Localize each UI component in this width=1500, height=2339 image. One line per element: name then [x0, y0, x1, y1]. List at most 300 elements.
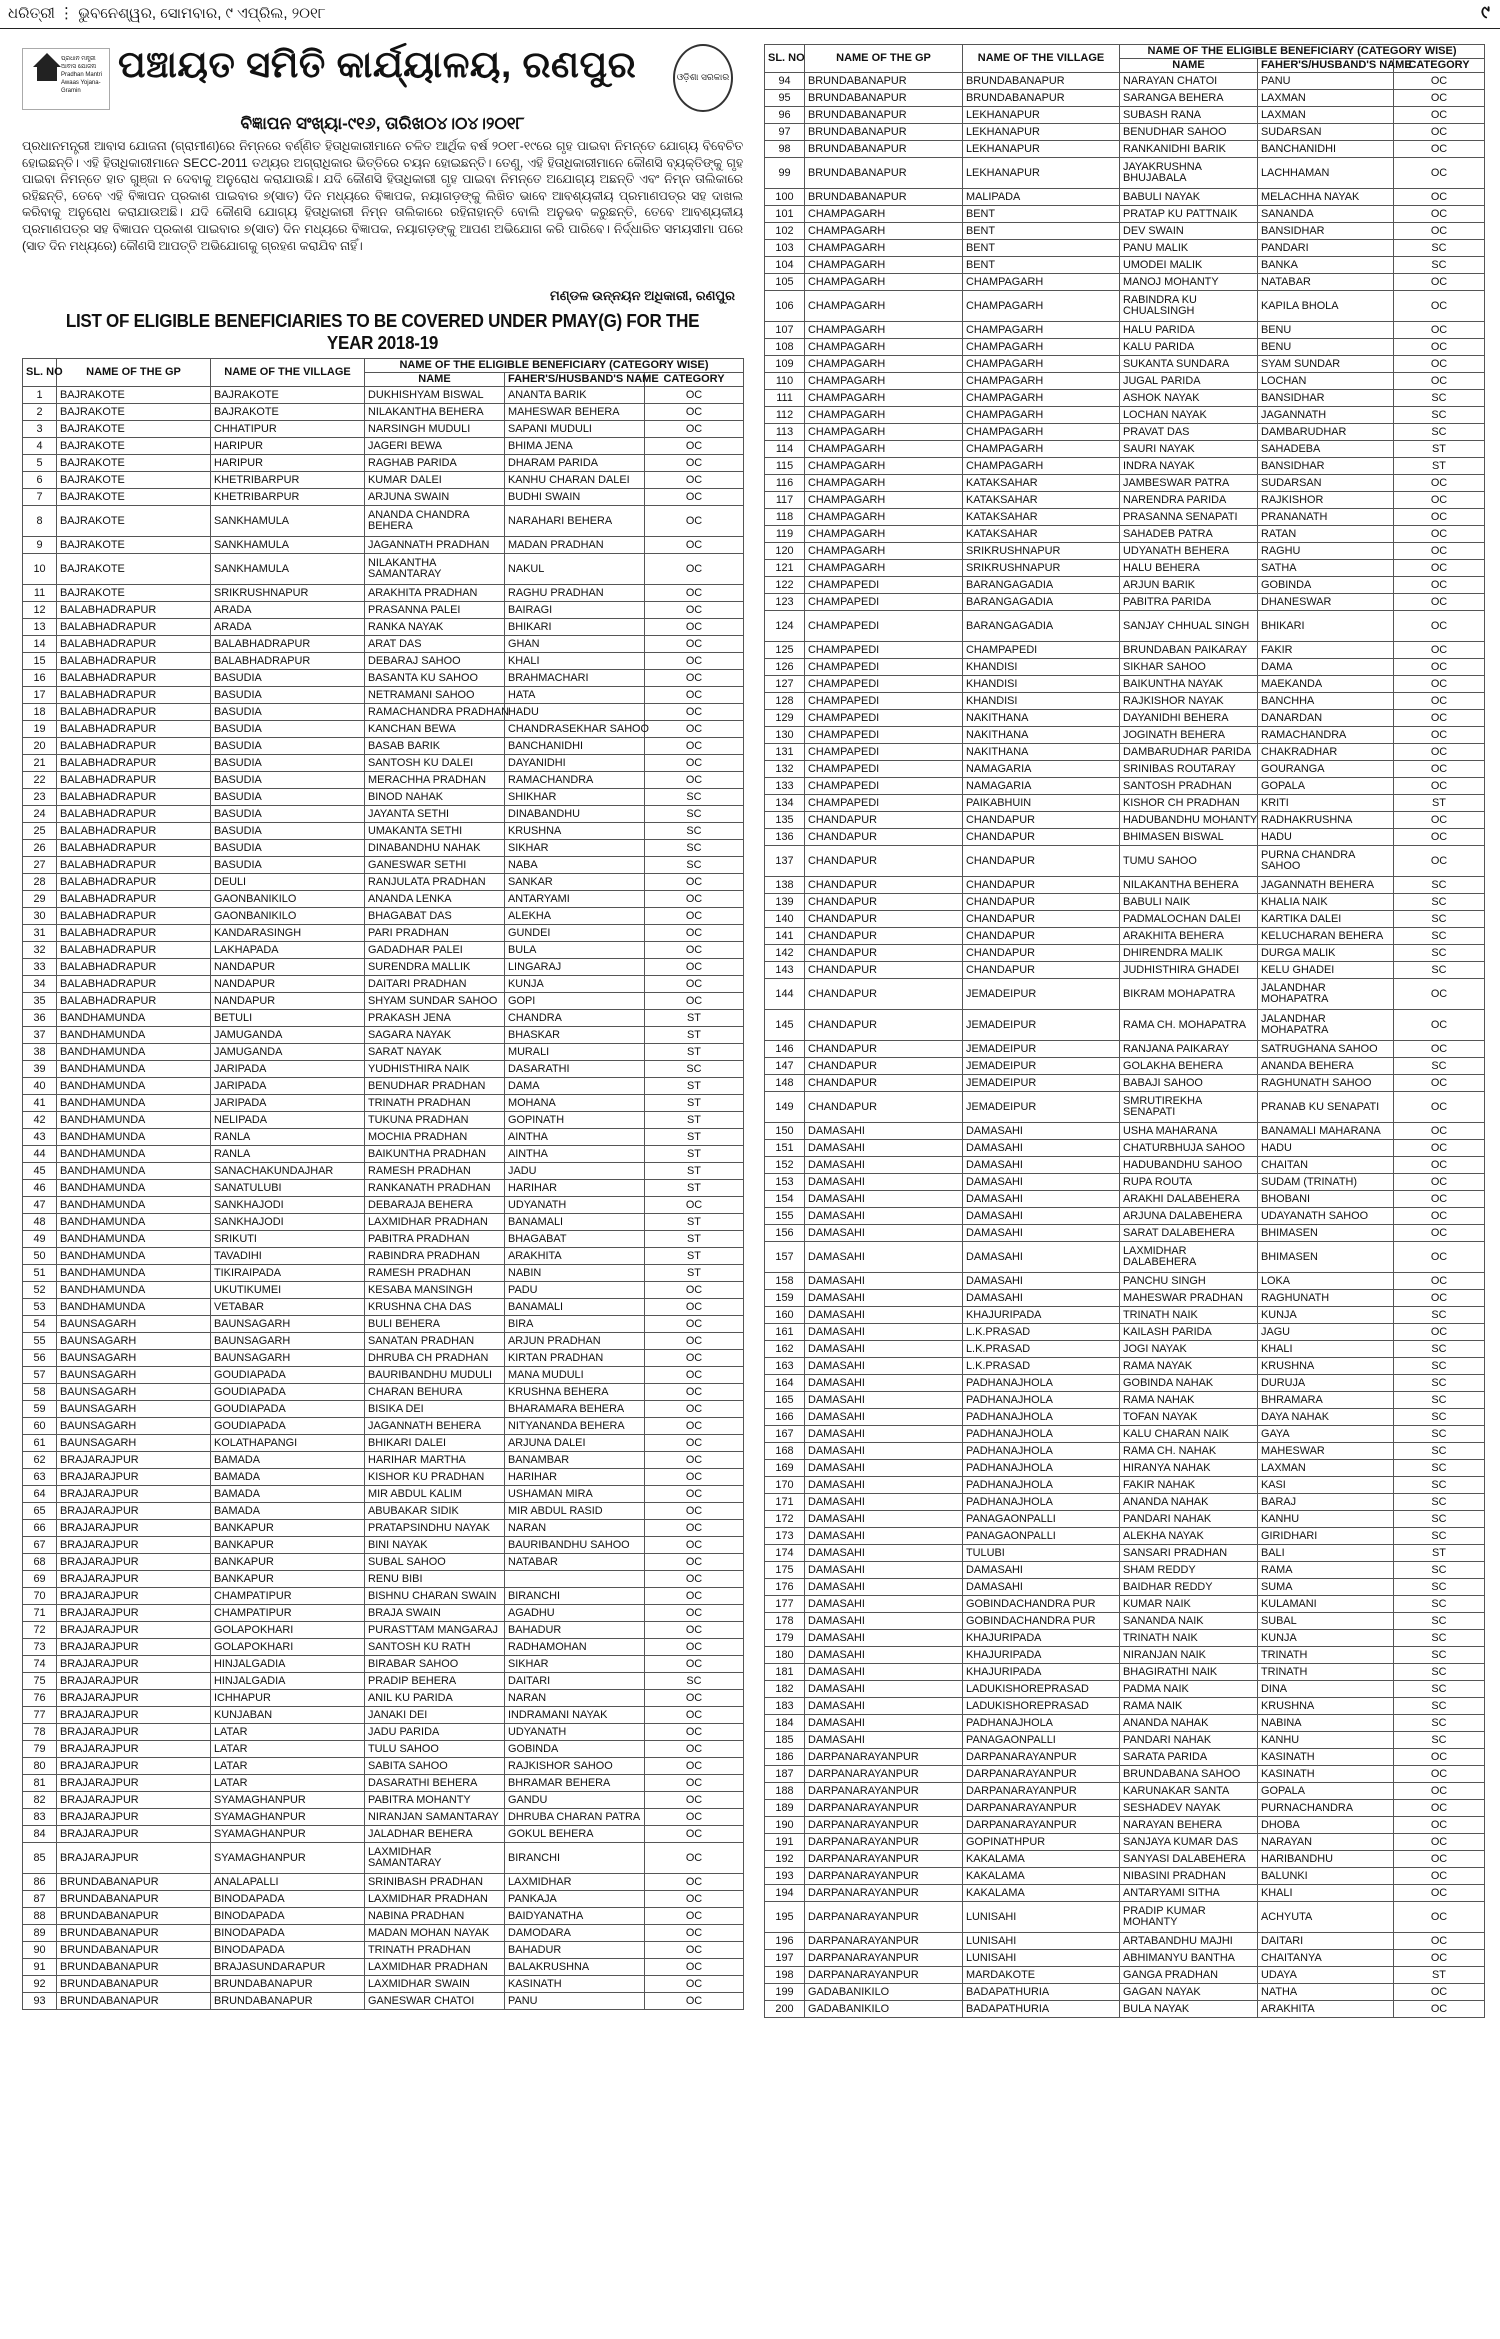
cell-gp: BALABHADRAPUR — [57, 619, 211, 636]
table-row — [765, 1868, 1485, 1885]
cell-sl: 193 — [765, 1868, 805, 1885]
cell-name: TUKUNA PRADHAN — [365, 1112, 505, 1129]
cell-name: BHIMASEN BISWAL — [1120, 829, 1258, 846]
cell-gp: BRAJARAJPUR — [57, 1707, 211, 1724]
cell-sl: 15 — [23, 653, 57, 670]
cell-father: HARIHAR — [505, 1180, 645, 1197]
cell-category: OC — [645, 1554, 744, 1571]
cell-village: GOBINDACHANDRA PUR — [963, 1596, 1120, 1613]
cell-gp: CHAMPAGARH — [805, 560, 963, 577]
cell-sl: 133 — [765, 778, 805, 795]
cell-gp: BALABHADRAPUR — [57, 823, 211, 840]
cell-gp: BAUNSAGARH — [57, 1350, 211, 1367]
cell-village: DAMASAHI — [963, 1174, 1120, 1191]
table-row — [765, 257, 1485, 274]
cell-sl: 170 — [765, 1477, 805, 1494]
cell-gp: BRAJARAJPUR — [57, 1469, 211, 1486]
table-row — [765, 1341, 1485, 1358]
cell-village: DAMASAHI — [963, 1242, 1120, 1273]
cell-name: RANKANATH PRADHAN — [365, 1180, 505, 1197]
cell-village: KAKALAMA — [963, 1885, 1120, 1902]
cell-village: BANKAPUR — [211, 1554, 365, 1571]
table-row — [23, 1690, 744, 1707]
cell-father: GAYA — [1258, 1426, 1394, 1443]
cell-gp: BRAJARAJPUR — [57, 1673, 211, 1690]
cell-sl: 150 — [765, 1123, 805, 1140]
cell-village: BETULI — [211, 1010, 365, 1027]
cell-name: DEBARAJ SAHOO — [365, 653, 505, 670]
cell-village: ANALAPALLI — [211, 1874, 365, 1891]
cell-sl: 28 — [23, 874, 57, 891]
cell-village: GOUDIAPADA — [211, 1401, 365, 1418]
cell-father: SIKHAR — [505, 1656, 645, 1673]
cell-sl: 59 — [23, 1401, 57, 1418]
cell-sl: 82 — [23, 1792, 57, 1809]
cell-gp: CHANDAPUR — [805, 1041, 963, 1058]
cell-category: OC — [1394, 1766, 1485, 1783]
cell-gp: CHAMPAGARH — [805, 223, 963, 240]
cell-name: SARAT NAYAK — [365, 1044, 505, 1061]
cell-category: OC — [645, 1486, 744, 1503]
cell-father: BALI — [1258, 1545, 1394, 1562]
cell-name: KUMAR DALEI — [365, 472, 505, 489]
table-row — [23, 1741, 744, 1758]
cell-village: LEKHANAPUR — [963, 107, 1120, 124]
cell-name: SANSARI PRADHAN — [1120, 1545, 1258, 1562]
table-row — [765, 1698, 1485, 1715]
cell-sl: 85 — [23, 1843, 57, 1874]
cell-category: OC — [1394, 1174, 1485, 1191]
cell-village: GOPINATHPUR — [963, 1834, 1120, 1851]
cell-village: SYAMAGHANPUR — [211, 1809, 365, 1826]
table-row — [765, 206, 1485, 223]
cell-father: GOPALA — [1258, 778, 1394, 795]
cell-sl: 12 — [23, 602, 57, 619]
table-row — [23, 840, 744, 857]
cell-name: SURENDRA MALLIK — [365, 959, 505, 976]
cell-gp: DAMASAHI — [805, 1208, 963, 1225]
cell-sl: 88 — [23, 1908, 57, 1925]
cell-category: OC — [1394, 124, 1485, 141]
cell-name: SARAT DALABEHERA — [1120, 1225, 1258, 1242]
cell-father: TRINATH — [1258, 1664, 1394, 1681]
cell-category: OC — [1394, 543, 1485, 560]
cell-gp: DAMASAHI — [805, 1715, 963, 1732]
table-row — [765, 1984, 1485, 2001]
table-row — [765, 642, 1485, 659]
cell-sl: 198 — [765, 1967, 805, 1984]
cell-name: GOLAKHA BEHERA — [1120, 1058, 1258, 1075]
cell-gp: BALABHADRAPUR — [57, 942, 211, 959]
cell-gp: BAUNSAGARH — [57, 1384, 211, 1401]
cell-father: PANU — [1258, 73, 1394, 90]
cell-category: OC — [645, 976, 744, 993]
table-row — [23, 1027, 744, 1044]
cell-gp: BANDHAMUNDA — [57, 1163, 211, 1180]
table-row — [765, 1157, 1485, 1174]
cell-village: BAUNSAGARH — [211, 1350, 365, 1367]
cell-category: OC — [645, 1809, 744, 1826]
cell-category: SC — [1394, 962, 1485, 979]
cell-village: BINODAPADA — [211, 1908, 365, 1925]
cell-name: BRUNDABAN PAIKARAY — [1120, 642, 1258, 659]
cell-sl: 42 — [23, 1112, 57, 1129]
table-row — [23, 1265, 744, 1282]
table-row — [23, 1299, 744, 1316]
cell-name: PRAVAT DAS — [1120, 424, 1258, 441]
table-row — [23, 1809, 744, 1826]
cell-category: OC — [645, 455, 744, 472]
cell-father: MIR ABDUL RASID — [505, 1503, 645, 1520]
table-row — [765, 492, 1485, 509]
cell-village: BENT — [963, 206, 1120, 223]
table-row — [765, 1375, 1485, 1392]
cell-name: BAIKUNTHA PRADHAN — [365, 1146, 505, 1163]
cell-category: OC — [1394, 291, 1485, 322]
cell-category: OC — [1394, 577, 1485, 594]
cell-sl: 38 — [23, 1044, 57, 1061]
cell-category: OC — [1394, 1984, 1485, 2001]
cell-village: ARADA — [211, 619, 365, 636]
cell-category: SC — [645, 823, 744, 840]
cell-category: OC — [1394, 611, 1485, 642]
cell-name: KISHOR KU PRADHAN — [365, 1469, 505, 1486]
cell-category: OC — [1394, 1242, 1485, 1273]
cell-sl: 114 — [765, 441, 805, 458]
cell-father: UDAYANATH SAHOO — [1258, 1208, 1394, 1225]
cell-sl: 151 — [765, 1140, 805, 1157]
table-row — [23, 857, 744, 874]
cell-father: BARAJ — [1258, 1494, 1394, 1511]
cell-gp: DAMASAHI — [805, 1290, 963, 1307]
table-row — [765, 407, 1485, 424]
cell-village: MARDAKOTE — [963, 1967, 1120, 1984]
cell-father: RAJKISHOR SAHOO — [505, 1758, 645, 1775]
col-village: NAME OF THE VILLAGE — [963, 45, 1120, 73]
cell-name: DUKHISHYAM BISWAL — [365, 387, 505, 404]
cell-category: OC — [1394, 744, 1485, 761]
cell-sl: 101 — [765, 206, 805, 223]
cell-category: OC — [1394, 676, 1485, 693]
cell-village: BRUNDABANAPUR — [211, 1976, 365, 1993]
cell-name: SRINIBASH PRADHAN — [365, 1874, 505, 1891]
cell-sl: 64 — [23, 1486, 57, 1503]
cell-gp: BRAJARAJPUR — [57, 1690, 211, 1707]
cell-sl: 127 — [765, 676, 805, 693]
cell-sl: 87 — [23, 1891, 57, 1908]
cell-sl: 104 — [765, 257, 805, 274]
cell-father: RADHAKRUSHNA — [1258, 812, 1394, 829]
cell-name: SUBAL SAHOO — [365, 1554, 505, 1571]
cell-village: KANDARASINGH — [211, 925, 365, 942]
table-row — [765, 877, 1485, 894]
cell-gp: BALABHADRAPUR — [57, 772, 211, 789]
cell-sl: 99 — [765, 158, 805, 189]
table-row — [765, 1528, 1485, 1545]
cell-name: KAILASH PARIDA — [1120, 1324, 1258, 1341]
cell-category: SC — [1394, 1443, 1485, 1460]
cell-sl: 188 — [765, 1783, 805, 1800]
cell-gp: BALABHADRAPUR — [57, 670, 211, 687]
cell-village: KATAKSAHAR — [963, 492, 1120, 509]
cell-father: BULA — [505, 942, 645, 959]
cell-name: RAJKISHOR NAYAK — [1120, 693, 1258, 710]
cell-category: OC — [1394, 761, 1485, 778]
cell-village: KHANDISI — [963, 693, 1120, 710]
cell-father: ANTARYAMI — [505, 891, 645, 908]
cell-village: CHAMPAGARH — [963, 441, 1120, 458]
cell-category: OC — [645, 704, 744, 721]
cell-sl: 5 — [23, 455, 57, 472]
cell-name: PRADIP KUMAR MOHANTY — [1120, 1902, 1258, 1933]
table-row — [23, 1452, 744, 1469]
cell-village: SANKHAMULA — [211, 537, 365, 554]
cell-sl: 163 — [765, 1358, 805, 1375]
cell-sl: 57 — [23, 1367, 57, 1384]
cell-category: OC — [645, 653, 744, 670]
cell-sl: 156 — [765, 1225, 805, 1242]
cell-sl: 130 — [765, 727, 805, 744]
cell-category: OC — [1394, 1885, 1485, 1902]
table-row — [765, 339, 1485, 356]
cell-category: OC — [1394, 1933, 1485, 1950]
cell-name: RANKANIDHI BARIK — [1120, 141, 1258, 158]
cell-gp: BRUNDABANAPUR — [805, 90, 963, 107]
cell-village: JEMADEIPUR — [963, 1058, 1120, 1075]
cell-gp: CHANDAPUR — [805, 945, 963, 962]
cell-category: OC — [1394, 594, 1485, 611]
cell-name: RAMA NAYAK — [1120, 1358, 1258, 1375]
left-column — [22, 44, 743, 2010]
table-row — [23, 1367, 744, 1384]
cell-father: KRUSHNA — [1258, 1358, 1394, 1375]
cell-father: BUDHI SWAIN — [505, 489, 645, 506]
cell-name: BHAGABAT DAS — [365, 908, 505, 925]
cell-gp: DAMASAHI — [805, 1732, 963, 1749]
cell-father: LACHHAMAN — [1258, 158, 1394, 189]
cell-sl: 160 — [765, 1307, 805, 1324]
cell-name: TRINATH NAIK — [1120, 1630, 1258, 1647]
cell-gp: DAMASAHI — [805, 1460, 963, 1477]
cell-sl: 182 — [765, 1681, 805, 1698]
cell-father: BANAMBAR — [505, 1452, 645, 1469]
table-row — [23, 1350, 744, 1367]
cell-sl: 158 — [765, 1273, 805, 1290]
cell-father: SAHADEBA — [1258, 441, 1394, 458]
cell-father: KRUSHNA — [505, 823, 645, 840]
cell-village: LUNISAHI — [963, 1950, 1120, 1967]
cell-category: OC — [1394, 1191, 1485, 1208]
cell-father: GOKUL BEHERA — [505, 1826, 645, 1843]
cell-village: CHAMPAGARH — [963, 356, 1120, 373]
cell-name: JOGI NAYAK — [1120, 1341, 1258, 1358]
cell-village: CHANDAPUR — [963, 877, 1120, 894]
cell-name: BIRABAR SAHOO — [365, 1656, 505, 1673]
cell-name: KUMAR NAIK — [1120, 1596, 1258, 1613]
cell-category: OC — [645, 404, 744, 421]
cell-name: ARAKHITA PRADHAN — [365, 585, 505, 602]
cell-name: LAXMIDHAR DALABEHERA — [1120, 1242, 1258, 1273]
cell-category: ST — [645, 1248, 744, 1265]
cell-gp: GADABANIKILO — [805, 2001, 963, 2018]
cell-name: SANJAYA KUMAR DAS — [1120, 1834, 1258, 1851]
cell-sl: 176 — [765, 1579, 805, 1596]
cell-father: DINA — [1258, 1681, 1394, 1698]
cell-gp: BAJRAKOTE — [57, 387, 211, 404]
cell-category: OC — [1394, 1157, 1485, 1174]
cell-name: MADAN MOHAN NAYAK — [365, 1925, 505, 1942]
cell-category: OC — [645, 1605, 744, 1622]
table-row — [23, 1925, 744, 1942]
cell-name: SANTOSH KU DALEI — [365, 755, 505, 772]
cell-name: JAGANNATH BEHERA — [365, 1418, 505, 1435]
cell-category: SC — [1394, 424, 1485, 441]
cell-name: KALU PARIDA — [1120, 339, 1258, 356]
cell-sl: 81 — [23, 1775, 57, 1792]
cell-sl: 2 — [23, 404, 57, 421]
cell-village: CHANDAPUR — [963, 945, 1120, 962]
cell-village: BASUDIA — [211, 857, 365, 874]
cell-village: DAMASAHI — [963, 1208, 1120, 1225]
cell-village: KATAKSAHAR — [963, 475, 1120, 492]
cell-category: OC — [1394, 475, 1485, 492]
cell-father: CHANDRASEKHAR SAHOO — [505, 721, 645, 738]
cell-category: SC — [1394, 1630, 1485, 1647]
cell-sl: 165 — [765, 1392, 805, 1409]
cell-name: MERACHHA PRADHAN — [365, 772, 505, 789]
cell-category: OC — [1394, 1041, 1485, 1058]
cell-name: DASARATHI BEHERA — [365, 1775, 505, 1792]
cell-category: SC — [1394, 390, 1485, 407]
cell-name: PANDARI NAHAK — [1120, 1511, 1258, 1528]
cell-sl: 192 — [765, 1851, 805, 1868]
table-row — [765, 560, 1485, 577]
cell-category: OC — [1394, 642, 1485, 659]
table-row — [23, 1469, 744, 1486]
table-row — [23, 1214, 744, 1231]
table-row — [765, 1766, 1485, 1783]
cell-sl: 142 — [765, 945, 805, 962]
table-row — [765, 543, 1485, 560]
cell-gp: BRUNDABANAPUR — [805, 189, 963, 206]
cell-name: ANTARYAMI SITHA — [1120, 1885, 1258, 1902]
cell-gp: DAMASAHI — [805, 1698, 963, 1715]
cell-name: NARAYAN CHATOI — [1120, 73, 1258, 90]
cell-category: OC — [1394, 509, 1485, 526]
table-row — [765, 1783, 1485, 1800]
cell-sl: 49 — [23, 1231, 57, 1248]
cell-father: BANCHANIDHI — [505, 738, 645, 755]
cell-sl: 113 — [765, 424, 805, 441]
cell-gp: BAJRAKOTE — [57, 585, 211, 602]
table-row — [765, 1834, 1485, 1851]
cell-father: GUNDEI — [505, 925, 645, 942]
cell-sl: 62 — [23, 1452, 57, 1469]
table-row — [765, 611, 1485, 642]
cell-gp: BALABHADRAPUR — [57, 891, 211, 908]
cell-sl: 171 — [765, 1494, 805, 1511]
cell-gp: DAMASAHI — [805, 1157, 963, 1174]
table-row — [765, 894, 1485, 911]
cell-category: OC — [645, 721, 744, 738]
table-row — [23, 472, 744, 489]
cell-sl: 145 — [765, 1010, 805, 1041]
cell-father: KRUSHNA — [1258, 1698, 1394, 1715]
table-row — [765, 1225, 1485, 1242]
cell-father: KASI — [1258, 1477, 1394, 1494]
cell-gp: CHAMPAGARH — [805, 458, 963, 475]
cell-name: KISHOR CH PRADHAN — [1120, 795, 1258, 812]
cell-name: PARI PRADHAN — [365, 925, 505, 942]
table-row — [765, 107, 1485, 124]
cell-sl: 159 — [765, 1290, 805, 1307]
cell-gp: BAJRAKOTE — [57, 421, 211, 438]
cell-father: NITYANANDA BEHERA — [505, 1418, 645, 1435]
cell-village: BADAPATHURIA — [963, 2001, 1120, 2018]
cell-name: SABITA SAHOO — [365, 1758, 505, 1775]
cell-category: SC — [645, 789, 744, 806]
cell-category: OC — [645, 1469, 744, 1486]
table-row — [23, 387, 744, 404]
cell-father: GOPALA — [1258, 1783, 1394, 1800]
cell-sl: 139 — [765, 894, 805, 911]
cell-sl: 13 — [23, 619, 57, 636]
cell-village: DARPANARAYANPUR — [963, 1783, 1120, 1800]
cell-sl: 29 — [23, 891, 57, 908]
cell-gp: DARPANARAYANPUR — [805, 1885, 963, 1902]
cell-village: KATAKSAHAR — [963, 509, 1120, 526]
table-row — [23, 942, 744, 959]
cell-sl: 52 — [23, 1282, 57, 1299]
cell-father: HARIBANDHU — [1258, 1851, 1394, 1868]
cell-father: SATRUGHANA SAHOO — [1258, 1041, 1394, 1058]
cell-village: NAMAGARIA — [963, 761, 1120, 778]
cell-gp: BRAJARAJPUR — [57, 1758, 211, 1775]
cell-category: OC — [645, 1891, 744, 1908]
cell-gp: BRUNDABANAPUR — [57, 1993, 211, 2010]
cell-name: NIRANJAN NAIK — [1120, 1647, 1258, 1664]
table-row — [765, 659, 1485, 676]
cell-gp: CHAMPAPEDI — [805, 778, 963, 795]
cell-sl: 129 — [765, 710, 805, 727]
col-category: CATEGORY — [1394, 59, 1485, 73]
cell-father: KASINATH — [1258, 1749, 1394, 1766]
cell-sl: 10 — [23, 554, 57, 585]
cell-father: RATAN — [1258, 526, 1394, 543]
cell-father: ARAKHITA — [1258, 2001, 1394, 2018]
cell-gp: DAMASAHI — [805, 1341, 963, 1358]
cell-gp: DAMASAHI — [805, 1426, 963, 1443]
cell-category: SC — [1394, 877, 1485, 894]
cell-sl: 26 — [23, 840, 57, 857]
cell-name: TULU SAHOO — [365, 1741, 505, 1758]
cell-father: KANHU — [1258, 1732, 1394, 1749]
notice-header — [22, 44, 743, 122]
table-row — [23, 537, 744, 554]
cell-gp: DARPANARAYANPUR — [805, 1783, 963, 1800]
cell-category: SC — [645, 857, 744, 874]
cell-category: OC — [645, 1792, 744, 1809]
cell-sl: 78 — [23, 1724, 57, 1741]
cell-name: PRATAP KU PATTNAIK — [1120, 206, 1258, 223]
table-row — [23, 602, 744, 619]
cell-father: BHRAMAR BEHERA — [505, 1775, 645, 1792]
cell-sl: 34 — [23, 976, 57, 993]
cell-category: OC — [645, 602, 744, 619]
cell-father: ARAKHITA — [505, 1248, 645, 1265]
table-row — [765, 1307, 1485, 1324]
cell-gp: BRAJARAJPUR — [57, 1571, 211, 1588]
